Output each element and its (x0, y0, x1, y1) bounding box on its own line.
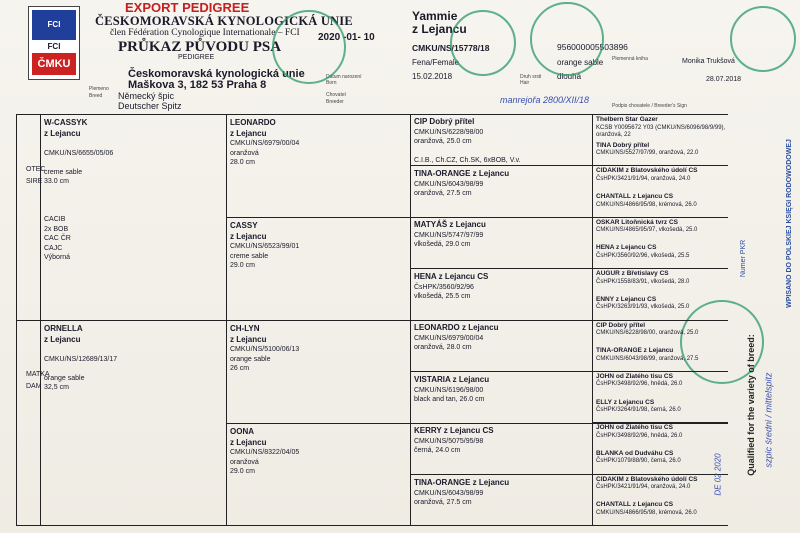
dog-registration: CMKU/NS/15778/18 (412, 43, 490, 53)
col-border-3 (410, 114, 411, 526)
g4-line: ČsHPK/3264/91/98, černá, 26.0 (596, 407, 681, 414)
pkr-number-label: Numer PKR (740, 239, 748, 278)
label-druh-srsti: Druh srsti (520, 74, 542, 80)
dog-kennel: z Lejancu (412, 22, 467, 36)
g2-cell (230, 324, 406, 374)
g3-info: oranžová, 25.0 cm (414, 138, 472, 145)
document-title: PRŮKAZ PŮVODU PSA (118, 39, 282, 55)
g4-name: BLANKA od Dudváhu CS (596, 449, 674, 457)
g2-reg: CMKU/NS/5100/06/13 (230, 346, 300, 353)
table-bottom-border (16, 525, 728, 526)
g4-line: ČsHPK/3560/92/96, vlkošedá, 25.5 (596, 252, 690, 259)
organization-name: ČESKOMORAVSKÁ KYNOLOGICKÁ UNIE (95, 14, 353, 28)
g3-name: MATYÁŠ z Lejancu (414, 220, 486, 229)
g3-reg: CMKU/NS/6228/98/00 (414, 128, 484, 136)
dog-hair: dlouhá (557, 72, 582, 81)
label-hair: Hair (520, 80, 530, 86)
g4-row-border (592, 320, 728, 321)
g4-line: ČsHPK/1558/83/91, vlkošedá, 28.0 (596, 278, 690, 285)
g4-cell (596, 450, 726, 466)
g3-cell (414, 478, 590, 508)
g2-name: CH-LYN (230, 324, 260, 333)
g1-sire-height: 33.0 cm (44, 178, 69, 185)
g2-name: OONA (230, 427, 254, 436)
g2-height: 26 cm (230, 365, 250, 372)
g1-dam-kennel: z Lejancu (44, 334, 81, 344)
g3-cell (414, 169, 590, 199)
g4-cell (596, 476, 726, 492)
sire-label: OTEC SIRE (26, 166, 46, 185)
g1-sire-title: Výborná (44, 254, 71, 261)
g3-cell (414, 272, 590, 302)
g4-name: CHANTALL z Lejancu CS (596, 193, 674, 201)
g4-row-border (592, 474, 728, 475)
col-border-0 (16, 114, 17, 526)
g4-cell (596, 193, 726, 209)
g3-reg: CMKU/NS/5747/97/99 (414, 231, 484, 239)
label-plemenna: Plemenná kniha (612, 56, 648, 62)
side-annotations (713, 139, 797, 530)
dog-chip: 956000005503896 (557, 42, 628, 52)
g3-name: TINA-ORANGE z Lejancu (414, 478, 510, 487)
green-stamp-2 (450, 10, 516, 76)
g4-name: Thelbern Star Gazer (596, 116, 658, 123)
g3-info: oranžová, 28.0 cm (414, 344, 472, 351)
g3-name: KERRY z Lejancu CS (414, 426, 494, 435)
g2-kennel: z Lejancu (230, 231, 267, 241)
g2-kennel: z Lejancu (230, 128, 267, 138)
g1-sire (44, 118, 220, 263)
g4-name: JOHN od Zlatého tisu CS (596, 424, 673, 432)
g2-reg: CMKU/NS/6979/00/04 (230, 140, 300, 147)
g2-name: LEONARDO (230, 118, 276, 127)
g4-cell (596, 270, 726, 286)
g1-sire-name: W-CASSYK (44, 118, 88, 127)
g4-name: HENA z Lejancu CS (596, 244, 657, 252)
g4-cell (596, 373, 726, 389)
g3-reg: CMKU/NS/5075/95/98 (414, 437, 484, 445)
green-stamp-4 (730, 6, 796, 72)
g1-sire-kennel: z Lejancu (44, 128, 81, 138)
g2-colour: orange sable (230, 355, 271, 363)
g1-sire-colour: creme sable (44, 168, 83, 176)
label-born: Born (326, 80, 337, 86)
g1-sire-title: CACIB (44, 216, 66, 223)
dog-colour: orange sable (557, 58, 604, 67)
g4-name: ENNY z Lejancu CS (596, 295, 657, 303)
dam-label: MATKA DAM (26, 371, 50, 390)
g4-name: CIDAKIM z Blatovského údolí CS (596, 475, 698, 483)
g4-line: ČsHPK/3263/91/93, vlkošedá, 25.0 (596, 304, 690, 311)
g4-row-border (592, 371, 728, 372)
g4-cell (596, 219, 726, 235)
g3-cell (414, 323, 590, 353)
g2-reg: CMKU/NS/8322/04/05 (230, 449, 300, 456)
col-border-1 (40, 114, 41, 526)
dog-birthdate: 15.02.2018 (412, 72, 453, 81)
g1-dam (44, 324, 220, 393)
g3-cell (414, 426, 590, 456)
g4-name: TINA-ORANGE z Lejancu (596, 347, 674, 355)
green-stamp-1 (272, 10, 346, 84)
g4-line: CMKU/NS/4865/95/97, vlkošedá, 25.0 (596, 227, 698, 234)
g4-cell (596, 399, 726, 415)
g4-line: CMKU/NS/4866/95/98, krémová, 26.0 (596, 201, 697, 208)
g4-line: KCSB Y0095672 Y03 (CMKU/NS/6096/98/9/99), oranžová, 22 (596, 124, 726, 138)
col-border-2 (226, 114, 227, 526)
g1-sire-title: 2x BOB (44, 225, 69, 233)
g1-sire-reg: CMKU/NS/6655/05/06 (44, 149, 114, 157)
issuer-address: Maškova 3, 182 53 Praha 8 (128, 79, 267, 91)
fci-emblem: FCI (32, 10, 76, 40)
g3-cell (414, 220, 590, 250)
dog-name: Yammie (412, 9, 458, 23)
g3-reg: CMKU/NS/6043/98/99 (414, 489, 484, 497)
g4-cell (596, 322, 726, 338)
label-datum: Datum narození (326, 74, 362, 80)
g2-kennel: z Lejancu (230, 437, 267, 447)
g4-line: ČsHPK/3421/91/94, oranžová, 24.0 (596, 484, 691, 491)
g4-cell (596, 142, 726, 158)
g2-height: 28.0 cm (230, 159, 255, 166)
fci-cmku-logo (28, 6, 80, 80)
stamp-date: 2020 -01- 10 (318, 32, 375, 43)
breed-czech: Německý špic (118, 91, 175, 101)
label-breeder: Breeder (326, 99, 344, 105)
g1-dam-height: 32,5 cm (44, 384, 69, 391)
issuer-name: Českomoravská kynologická unie (128, 68, 305, 80)
g3-name: TINA-ORANGE z Lejancu (414, 169, 510, 178)
g2-reg: CMKU/NS/6523/99/01 (230, 243, 300, 250)
handwritten-reference: manrejořa 2800/XII/18 (500, 95, 590, 105)
g3-name: CIP Dobrý přítel (414, 117, 475, 126)
g1-dam-colour: orange sable (44, 374, 85, 382)
g3-info: oranžová, 27.5 cm (414, 499, 472, 506)
g4-cell (596, 501, 726, 517)
g4-row-border (592, 422, 728, 423)
g4-line: CMKU/NS/4866/95/98, krémová, 26.0 (596, 509, 697, 516)
g3-name: HENA z Lejancu CS (414, 272, 489, 281)
g4-name: JOHN od Zlatého tisu CS (596, 372, 673, 380)
g2-height: 29.0 cm (230, 468, 255, 475)
breeder-name: Monika Trukšová (682, 58, 735, 65)
g3-reg: CMKU/NS/6979/00/04 (414, 334, 484, 342)
g4-name: AUGUR z Břetislavy CS (596, 270, 669, 278)
g2-cell (230, 427, 406, 477)
g3-info: černá, 24.0 cm (414, 447, 461, 454)
g3-info: vlkošedá, 29.0 cm (414, 241, 471, 248)
pedigree-table (16, 114, 728, 526)
g4-row-border (592, 268, 728, 269)
g2-colour: creme sable (230, 252, 269, 260)
g3-reg: CMKU/NS/6043/98/99 (414, 180, 484, 188)
g4-name: CIP Dobrý přítel (596, 321, 646, 329)
g4-cell (596, 347, 726, 363)
g4-line: CMKU/NS/6228/98/00, oranžová, 25.0 (596, 330, 699, 336)
fci-text: FCI (47, 42, 61, 51)
green-stamp-3 (530, 2, 604, 76)
g4-cell (596, 244, 726, 260)
g4-cell (596, 296, 726, 312)
g1-dam-name: ORNELLA (44, 324, 83, 333)
g3-name: LEONARDO z Lejancu (414, 323, 499, 332)
g3-info: oranžová, 27.5 cm (414, 190, 472, 197)
g3-reg: CMKU/NS/6196/98/00 (414, 386, 484, 394)
qualified-variety-label: Qualified for the variety of breed: (745, 334, 756, 476)
g2-kennel: z Lejancu (230, 334, 267, 344)
export-pedigree-label: EXPORT PEDIGREE (125, 0, 250, 15)
g4-row-border (592, 217, 728, 218)
breeder-date: 28.07.2018 (706, 76, 742, 83)
g2-height: 29.0 cm (230, 262, 255, 269)
g4-line: CMKU/NS/6043/98/99, oranžová, 27.5 (596, 355, 699, 362)
cmku-emblem: ČMKU (32, 53, 76, 75)
g4-line: ČsHPK/3498/92/96, hnědá, 26.0 (596, 381, 683, 388)
label-podpis: Podpis chovatele / Breeder's Sign (612, 103, 687, 109)
g3-info: vlkošedá, 25.5 cm (414, 293, 471, 300)
g2-cell (230, 118, 406, 168)
g1-dam-reg: CMKU/NS/12689/13/17 (44, 355, 118, 363)
g4-name: OSKAR Litoňnická tvrz CS (596, 218, 678, 226)
variety-handwritten: szpic średni / mittelspitz (763, 372, 774, 468)
table-top-border (16, 114, 728, 115)
g4-row-border (592, 165, 728, 166)
g4-line: CMKU/NS/5527/97/99, oranžová, 22.0 (596, 150, 699, 157)
g1-sire-title: CAC ČR (44, 235, 71, 242)
g4-line: ČsHPK/3421/91/94, oranžová, 24.0 (596, 175, 691, 182)
g4-name: TINA Dobrý přítel (596, 141, 650, 149)
document-subtitle: PEDIGREE (178, 54, 215, 61)
breed-german: Deutscher Spitz (118, 101, 182, 111)
g4-cell (596, 424, 726, 440)
g3-info: black and tan, 26.0 cm (414, 396, 485, 403)
g3-cell (414, 375, 590, 405)
g2-cell (230, 221, 406, 271)
g3-extra: C.I.B., Ch.CZ, Ch.SK, 6xBOB, V.v. (414, 157, 521, 164)
fci-membership: člen Fédération Cynologique Internationale – FCI (110, 28, 300, 38)
g2-colour: oranžová (230, 149, 259, 157)
g4-cell (596, 167, 726, 183)
g3-cell (414, 117, 590, 166)
g3-reg: ČsHPK/3560/92/96 (414, 283, 474, 291)
g2-name: CASSY (230, 221, 258, 230)
label-chovatel: Chovatel (326, 92, 346, 98)
g3-name: VISTARIA z Lejancu (414, 375, 490, 384)
g4-cell (596, 116, 726, 140)
g4-name: CIDAKIM z Blatovského údolí CS (596, 167, 698, 175)
dog-sex: Fena/Female (412, 58, 460, 67)
label-plemeno: Plemeno (89, 86, 109, 92)
polish-registry-stamp: WPISANO DO POLSKIEJ KSIĘGI RODOWODOWEJ (785, 139, 793, 308)
g4-line: ČsHPK/1079/88/90, černá, 26.0 (596, 458, 681, 465)
side-handwritten-date: DE 02 2020 (713, 453, 723, 496)
g4-line: ČsHPK/3498/92/96, hnědá, 26.0 (596, 432, 683, 439)
label-breed: Breed (89, 93, 103, 99)
g2-colour: oranžová (230, 458, 259, 466)
g1-sire-title: CAJC (44, 244, 63, 252)
g4-name: ELLY z Lejancu CS (596, 398, 655, 406)
g4-name: CHANTALL z Lejancu CS (596, 501, 674, 509)
